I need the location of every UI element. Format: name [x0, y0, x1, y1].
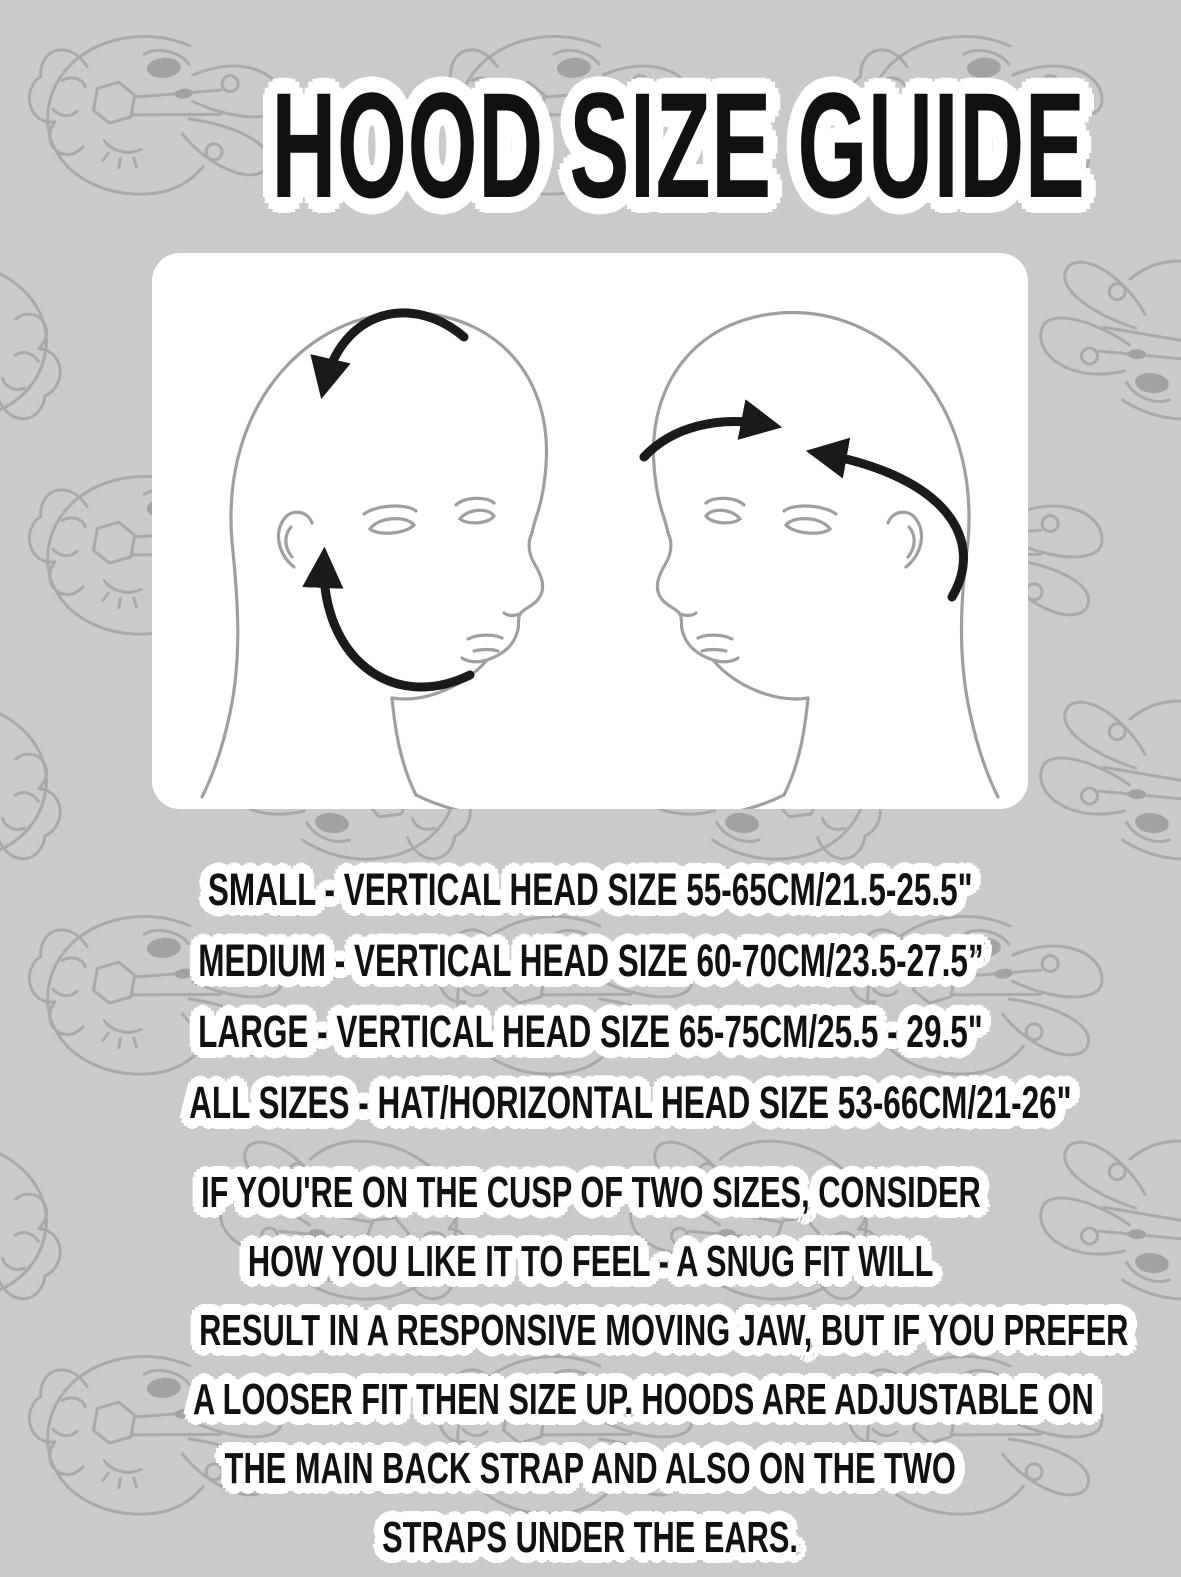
vertical-measure-arrows-icon [324, 313, 470, 687]
fit-note [0, 1163, 1181, 1577]
fit-note-line: HOW YOU LIKE IT TO FEEL - A SNUG FIT WILL [247, 1237, 934, 1286]
page-title [0, 61, 1181, 229]
fit-note-line: A LOOSER FIT THEN SIZE UP. HOODS ARE ADJUSTABLE ON [193, 1375, 1094, 1424]
size-table [0, 860, 1181, 1144]
page-title-text: HOOD SIZE GUIDE [271, 61, 1086, 229]
fit-note-line: IF YOU'RE ON THE CUSP OF TWO SIZES, CONSIDER [200, 1168, 981, 1217]
fit-note-line: RESULT IN A RESPONSIVE MOVING JAW, BUT IF YOU PREFER [199, 1306, 1129, 1355]
size-line-medium: MEDIUM - VERTICAL HEAD SIZE 60-70CM/23.5-27.5” [197, 935, 984, 986]
fit-note-line: STRAPS UNDER THE EARS. [382, 1513, 799, 1562]
size-line-all-sizes: ALL SIZES - HAT/HORIZONTAL HEAD SIZE 53-66CM/21-26" [189, 1077, 1072, 1128]
size-line-small: SMALL - VERTICAL HEAD SIZE 55-65CM/21.5-25.5" [208, 864, 973, 915]
head-measurement-diagram [152, 253, 1028, 809]
horizontal-measure-arrows-icon [644, 422, 963, 597]
size-line-large: LARGE - VERTICAL HEAD SIZE 65-75CM/25.5 - 29.5" [198, 1006, 983, 1057]
fit-note-line: THE MAIN BACK STRAP AND ALSO ON THE TWO [224, 1444, 957, 1493]
left-head-vertical-measure-illustration [202, 313, 547, 809]
measurement-diagram-card [152, 253, 1028, 809]
right-head-horizontal-measure-illustration [644, 313, 998, 809]
